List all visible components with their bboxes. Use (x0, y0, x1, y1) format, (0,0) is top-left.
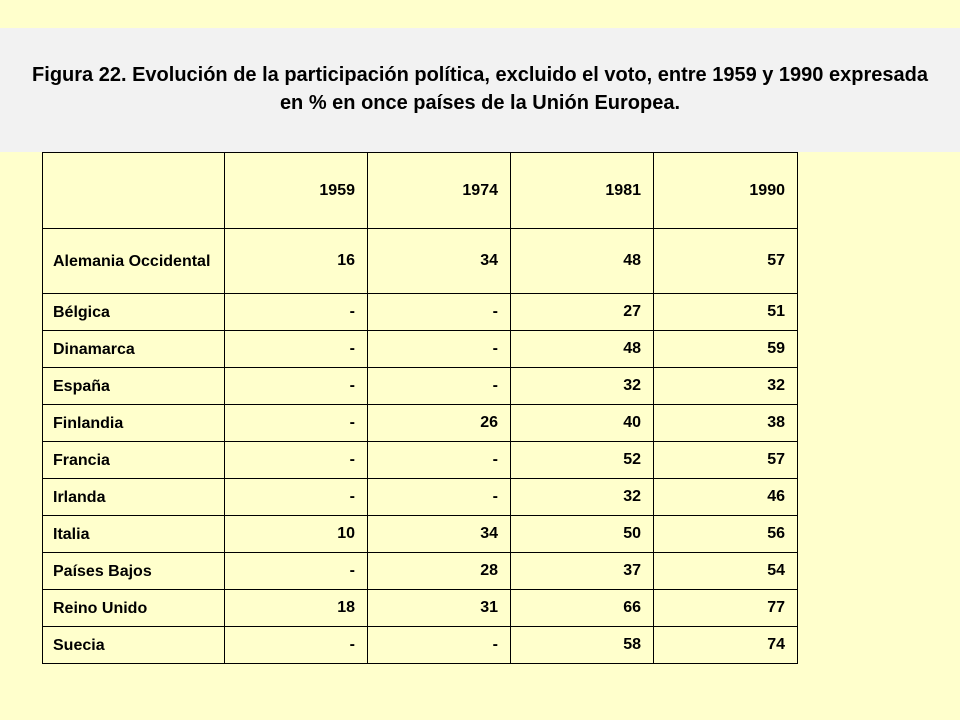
value-cell: - (368, 368, 511, 405)
value-cell: - (225, 442, 368, 479)
country-cell: Italia (43, 516, 225, 553)
figure-title: Figura 22. Evolución de la participación política, excluido el voto, entre 1959 y 1990 expresada en % en once países de la Unión Europea. (32, 64, 928, 114)
value-cell: 56 (654, 516, 798, 553)
table-row (43, 627, 798, 664)
table-row (43, 516, 798, 553)
value-cell: 27 (511, 294, 654, 331)
country-cell: Reino Unido (43, 590, 225, 627)
header-year: 1974 (368, 153, 511, 229)
table-row (43, 331, 798, 368)
value-cell: 28 (368, 553, 511, 590)
table-row (43, 294, 798, 331)
table-body (43, 229, 798, 664)
value-cell: - (225, 553, 368, 590)
table-row (43, 442, 798, 479)
table-row (43, 553, 798, 590)
value-cell: 51 (654, 294, 798, 331)
value-cell: 59 (654, 331, 798, 368)
value-cell: 26 (368, 405, 511, 442)
value-cell: - (368, 294, 511, 331)
value-cell: 57 (654, 442, 798, 479)
header-year: 1990 (654, 153, 798, 229)
country-cell: Irlanda (43, 479, 225, 516)
table-row (43, 479, 798, 516)
value-cell: - (225, 294, 368, 331)
value-cell: - (225, 479, 368, 516)
value-cell: 34 (368, 516, 511, 553)
value-cell: 40 (511, 405, 654, 442)
table-row (43, 405, 798, 442)
value-cell: 32 (654, 368, 798, 405)
value-cell: 16 (225, 229, 368, 294)
header-empty-cell (43, 153, 225, 229)
country-cell: Alemania Occidental (43, 229, 225, 294)
header-row (43, 153, 798, 229)
value-cell: - (368, 331, 511, 368)
header-year: 1981 (511, 153, 654, 229)
value-cell: - (225, 627, 368, 664)
value-cell: 77 (654, 590, 798, 627)
value-cell: - (225, 368, 368, 405)
table-row (43, 590, 798, 627)
value-cell: 18 (225, 590, 368, 627)
country-cell: Países Bajos (43, 553, 225, 590)
country-cell: Finlandia (43, 405, 225, 442)
country-cell: España (43, 368, 225, 405)
value-cell: 57 (654, 229, 798, 294)
value-cell: 52 (511, 442, 654, 479)
value-cell: 38 (654, 405, 798, 442)
country-cell: Francia (43, 442, 225, 479)
value-cell: 48 (511, 331, 654, 368)
value-cell: - (368, 627, 511, 664)
value-cell: 74 (654, 627, 798, 664)
value-cell: - (225, 331, 368, 368)
value-cell: 10 (225, 516, 368, 553)
value-cell: 54 (654, 553, 798, 590)
header-year: 1959 (225, 153, 368, 229)
value-cell: 48 (511, 229, 654, 294)
country-cell: Suecia (43, 627, 225, 664)
value-cell: - (368, 442, 511, 479)
value-cell: 34 (368, 229, 511, 294)
country-cell: Dinamarca (43, 331, 225, 368)
participation-table (42, 152, 798, 664)
value-cell: 32 (511, 479, 654, 516)
table-row (43, 229, 798, 294)
country-cell: Bélgica (43, 294, 225, 331)
value-cell: - (368, 479, 511, 516)
value-cell: 37 (511, 553, 654, 590)
table-row (43, 368, 798, 405)
value-cell: 31 (368, 590, 511, 627)
value-cell: 46 (654, 479, 798, 516)
value-cell: 58 (511, 627, 654, 664)
value-cell: - (225, 405, 368, 442)
value-cell: 32 (511, 368, 654, 405)
value-cell: 50 (511, 516, 654, 553)
value-cell: 66 (511, 590, 654, 627)
